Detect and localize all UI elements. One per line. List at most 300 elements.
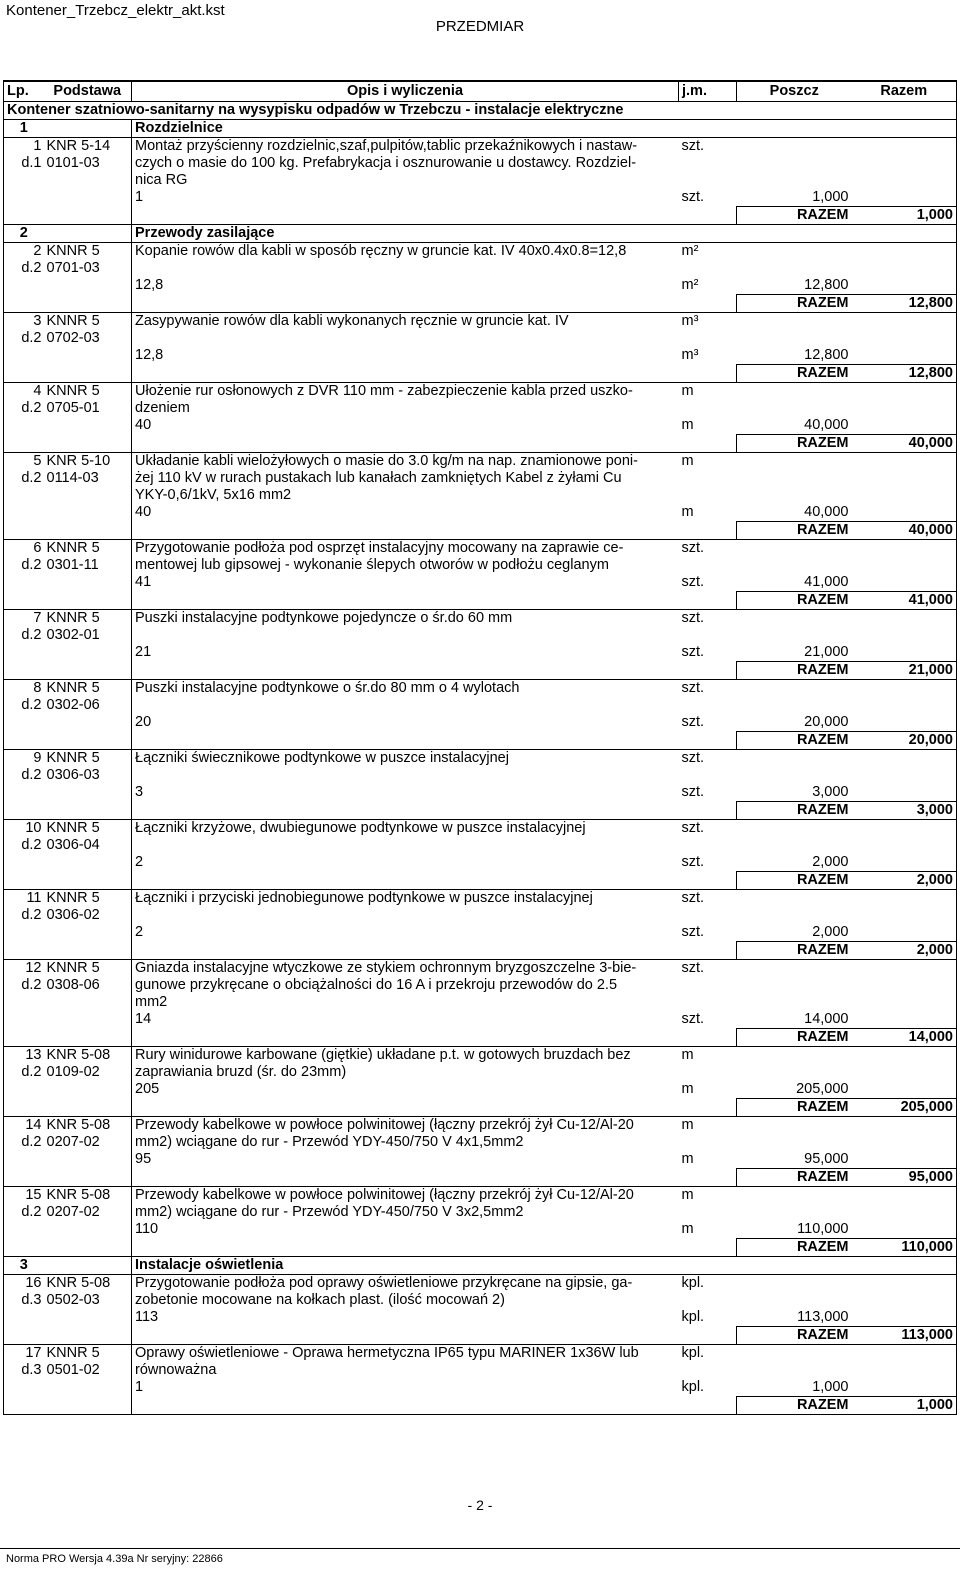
razem-blank [852, 417, 957, 435]
pod-blank [44, 872, 132, 890]
pod-blank [44, 644, 132, 662]
item-lp: d.2 [4, 767, 44, 784]
empty-cell [737, 1117, 852, 1135]
lp-blank [4, 802, 44, 820]
item-podstawa: KNR 5-08 [44, 1047, 132, 1065]
razem-spacer [679, 942, 737, 960]
item-quantity: 41 [135, 574, 152, 590]
page-number: - 2 - [467, 1497, 493, 1513]
item-description: Łączniki świecznikowe podtynkowe w puszce instalacyjnej [132, 750, 679, 768]
item-quantity: 12,8 [135, 277, 164, 293]
item-poszcz: 2,000 [812, 924, 849, 940]
empty-cell [737, 453, 852, 471]
pod-blank [44, 1309, 132, 1327]
empty-cell [737, 697, 852, 714]
empty-cell [852, 470, 957, 487]
empty-cell [852, 680, 957, 698]
item-lp: d.2 [4, 977, 44, 994]
item-lp [4, 994, 44, 1011]
item-description: Montaż przyścienny rozdzielnic,szaf,pulpitów,tablic przekaźnikowych i nastaw- [132, 138, 679, 156]
razem-spacer [679, 1029, 737, 1047]
item-podstawa: KNR 5-10 [44, 453, 132, 471]
item-calc-unit: szt. [681, 574, 705, 590]
razem-row [4, 1397, 957, 1415]
razem-spacer [679, 872, 737, 890]
item-podstawa: 0302-01 [44, 627, 132, 644]
item-unit: szt. [679, 820, 737, 838]
item-row [4, 1117, 957, 1135]
item-unit: m [679, 1047, 737, 1065]
item-description [132, 627, 679, 644]
empty-cell [852, 994, 957, 1011]
lp-blank [4, 1011, 44, 1029]
item-poszcz: 110,000 [797, 1221, 849, 1237]
empty-cell [737, 750, 852, 768]
empty-cell [852, 1117, 957, 1135]
pod-blank [44, 365, 132, 383]
item-calc-unit: szt. [681, 644, 705, 660]
empty-cell [852, 453, 957, 471]
przedmiar-sheet [3, 80, 956, 1415]
item-unit: kpl. [679, 1275, 737, 1293]
empty-cell [852, 837, 957, 854]
item-podstawa: KNR 5-14 [44, 138, 132, 156]
item-description: gunowe przykręcane o obciążalności do 16 A i przekroju przewodów do 2.5 [135, 977, 618, 993]
item-row [4, 1047, 957, 1065]
razem-blank [852, 347, 957, 365]
empty-cell [737, 1362, 852, 1379]
item-razem: 2,000 [852, 872, 957, 890]
item-podstawa: KNNR 5 [44, 820, 132, 838]
razem-label: RAZEM [737, 1397, 852, 1415]
razem-label: RAZEM [737, 942, 852, 960]
pod-blank [44, 714, 132, 732]
calc-row [4, 1081, 957, 1099]
razem-spacer [132, 592, 679, 610]
pod-blank [44, 942, 132, 960]
empty-cell [737, 1047, 852, 1065]
file-name: Kontener_Trzebcz_elektr_akt.kst [6, 2, 225, 19]
item-unit [679, 767, 737, 784]
item-poszcz: 3,000 [812, 784, 849, 800]
section-number: 3 [4, 1257, 44, 1275]
lp-blank [4, 207, 44, 225]
pod-blank [44, 574, 132, 592]
empty-cell [852, 1292, 957, 1309]
project-title: Kontener szatniowo-sanitarny na wysypisku odpadów w Trzebczu - instalacje elektryczne [4, 102, 957, 120]
pod-blank [44, 1397, 132, 1415]
item-row [4, 470, 957, 487]
item-podstawa: KNNR 5 [44, 1345, 132, 1363]
item-description: Ułożenie rur osłonowych z DVR 110 mm - zabezpieczenie kabla przed uszko- [132, 383, 679, 401]
item-podstawa: 0702-03 [44, 330, 132, 347]
razem-row [4, 732, 957, 750]
lp-blank [4, 189, 44, 207]
item-description: Przewody kabelkowe w powłoce polwinitowej (łączny przekrój żył Cu-12/Al-20 [132, 1117, 679, 1135]
item-unit [679, 172, 737, 189]
item-calc-unit: m [681, 1221, 694, 1237]
item-podstawa: KNNR 5 [44, 890, 132, 908]
razem-row [4, 662, 957, 680]
item-description [132, 907, 679, 924]
item-lp: d.2 [4, 907, 44, 924]
calc-row [4, 1379, 957, 1397]
item-lp: 15 [4, 1187, 44, 1205]
lp-blank [4, 1029, 44, 1047]
razem-spacer [132, 295, 679, 313]
item-row [4, 837, 957, 854]
empty-cell [737, 557, 852, 574]
item-poszcz: 40,000 [804, 504, 849, 520]
empty-cell [852, 487, 957, 504]
item-quantity: 20 [135, 714, 152, 730]
software-note: Norma PRO Wersja 4.39a Nr seryjny: 22866 [6, 1553, 223, 1565]
item-unit: m [679, 1187, 737, 1205]
empty-cell [852, 627, 957, 644]
item-lp: 7 [4, 610, 44, 628]
pod-blank [44, 1327, 132, 1345]
section-spacer [852, 225, 957, 243]
razem-label: RAZEM [737, 872, 852, 890]
pod-blank [44, 802, 132, 820]
document-title: PRZEDMIAR [435, 18, 525, 35]
item-unit [679, 155, 737, 172]
item-razem: 205,000 [852, 1099, 957, 1117]
item-description [132, 697, 679, 714]
item-calc-unit: m [681, 504, 694, 520]
empty-cell [737, 138, 852, 156]
razem-blank [852, 504, 957, 522]
item-calc-unit: szt. [681, 714, 705, 730]
lp-blank [4, 1099, 44, 1117]
empty-cell [852, 557, 957, 574]
item-podstawa: KNR 5-08 [44, 1187, 132, 1205]
razem-spacer [679, 592, 737, 610]
item-row [4, 680, 957, 698]
item-razem: 1,000 [852, 207, 957, 225]
item-podstawa: 0701-03 [44, 260, 132, 277]
lp-blank [4, 1309, 44, 1327]
item-unit [679, 977, 737, 994]
empty-cell [737, 994, 852, 1011]
razem-label: RAZEM [737, 1327, 852, 1345]
razem-row [4, 1239, 957, 1257]
item-row [4, 1292, 957, 1309]
item-quantity: 12,8 [135, 347, 164, 363]
pod-blank [44, 1221, 132, 1239]
calc-row [4, 924, 957, 942]
razem-blank [852, 1309, 957, 1327]
item-description: zaprawiania bruzd (śr. do 23mm) [135, 1064, 347, 1080]
empty-cell [852, 820, 957, 838]
item-unit: szt. [679, 680, 737, 698]
razem-spacer [132, 662, 679, 680]
empty-cell [852, 907, 957, 924]
item-poszcz: 205,000 [796, 1081, 849, 1097]
razem-spacer [132, 365, 679, 383]
empty-cell [737, 680, 852, 698]
empty-cell [852, 540, 957, 558]
item-podstawa: KNR 5-08 [44, 1275, 132, 1293]
item-lp: 9 [4, 750, 44, 768]
item-razem: 20,000 [852, 732, 957, 750]
item-row [4, 627, 957, 644]
item-quantity: 40 [135, 417, 152, 433]
razem-blank [852, 1221, 957, 1239]
item-row [4, 697, 957, 714]
section-row [4, 120, 957, 138]
razem-row [4, 802, 957, 820]
item-description: Gniazda instalacyjne wtyczkowe ze stykiem ochronnym bryzgoszczelne 3-bie- [132, 960, 679, 978]
empty-cell [737, 977, 852, 994]
header-row [4, 81, 957, 102]
item-podstawa: KNNR 5 [44, 540, 132, 558]
item-description: Kopanie rowów dla kabli w sposób ręczny w gruncie kat. IV 40x0.4x0.8=12,8 [132, 243, 679, 261]
item-lp: 8 [4, 680, 44, 698]
item-unit [679, 697, 737, 714]
item-row [4, 960, 957, 978]
razem-spacer [132, 872, 679, 890]
lp-blank [4, 714, 44, 732]
empty-cell [737, 260, 852, 277]
col-jm: j.m. [679, 81, 737, 102]
item-description: YKY-0,6/1kV, 5x16 mm2 [135, 487, 292, 503]
empty-cell [737, 470, 852, 487]
razem-spacer [679, 207, 737, 225]
empty-cell [737, 487, 852, 504]
item-podstawa: 0207-02 [44, 1134, 132, 1151]
razem-spacer [679, 662, 737, 680]
lp-blank [4, 924, 44, 942]
section-number: 2 [4, 225, 44, 243]
lp-blank [4, 365, 44, 383]
empty-cell [737, 313, 852, 331]
item-poszcz: 2,000 [812, 854, 849, 870]
pod-blank [44, 522, 132, 540]
item-razem: 40,000 [852, 522, 957, 540]
razem-spacer [679, 1169, 737, 1187]
item-description: Zasypywanie rowów dla kabli wykonanych ręcznie w gruncie kat. IV [132, 313, 679, 331]
item-description [132, 837, 679, 854]
pod-blank [44, 592, 132, 610]
empty-cell [852, 1187, 957, 1205]
pod-blank [44, 1169, 132, 1187]
item-unit [679, 994, 737, 1011]
item-podstawa: KNNR 5 [44, 383, 132, 401]
lp-blank [4, 435, 44, 453]
item-row [4, 767, 957, 784]
item-quantity: 205 [135, 1081, 160, 1097]
item-podstawa: 0114-03 [44, 470, 132, 487]
razem-blank [852, 189, 957, 207]
lp-blank [4, 347, 44, 365]
pod-blank [44, 924, 132, 942]
item-row [4, 1064, 957, 1081]
item-poszcz: 1,000 [812, 1379, 849, 1395]
item-unit [679, 1292, 737, 1309]
item-lp: 10 [4, 820, 44, 838]
item-description: mentowej lub gipsowej - wykonanie ślepych otworów w podłożu ceglanym [135, 557, 609, 573]
lp-blank [4, 1327, 44, 1345]
item-row [4, 1134, 957, 1151]
lp-blank [4, 1169, 44, 1187]
lp-blank [4, 1081, 44, 1099]
item-unit [679, 1204, 737, 1221]
item-unit: szt. [679, 890, 737, 908]
pod-blank [44, 435, 132, 453]
item-quantity: 110 [135, 1221, 159, 1237]
item-poszcz: 12,800 [804, 347, 849, 363]
section-title: Instalacje oświetlenia [132, 1257, 852, 1275]
razem-label: RAZEM [737, 802, 852, 820]
item-calc-unit: szt. [681, 189, 705, 205]
item-unit: szt. [679, 610, 737, 628]
razem-spacer [132, 802, 679, 820]
item-description: żej 110 kV w rurach pustakach lub kanałach zamkniętych Kabel z żyłami Cu [135, 470, 622, 486]
section-row [4, 1257, 957, 1275]
pod-blank [44, 1151, 132, 1169]
item-row [4, 487, 957, 504]
item-row [4, 557, 957, 574]
item-lp: d.2 [4, 627, 44, 644]
item-podstawa: 0306-04 [44, 837, 132, 854]
item-podstawa: KNNR 5 [44, 750, 132, 768]
item-razem: 21,000 [852, 662, 957, 680]
item-lp: 16 [4, 1275, 44, 1293]
empty-cell [737, 172, 852, 189]
empty-cell [852, 1134, 957, 1151]
item-description: mm2) wciągane do rur - Przewód YDY-450/750 V 3x2,5mm2 [135, 1204, 524, 1220]
item-unit: m² [679, 243, 737, 261]
razem-label: RAZEM [737, 592, 852, 610]
item-lp: d.2 [4, 330, 44, 347]
item-unit: szt. [679, 750, 737, 768]
item-description: Puszki instalacyjne podtynkowe pojedyncze o śr.do 60 mm [132, 610, 679, 628]
item-unit: szt. [679, 540, 737, 558]
item-lp: d.2 [4, 1204, 44, 1221]
calc-row [4, 1011, 957, 1029]
razem-label: RAZEM [737, 522, 852, 540]
col-podstawa: Podstawa [44, 81, 132, 102]
lp-blank [4, 1151, 44, 1169]
item-razem: 3,000 [852, 802, 957, 820]
empty-cell [852, 1064, 957, 1081]
pod-blank [44, 347, 132, 365]
pod-blank [44, 189, 132, 207]
pod-blank [44, 784, 132, 802]
item-quantity: 40 [135, 504, 152, 520]
section-title: Rozdzielnice [132, 120, 852, 138]
lp-blank [4, 644, 44, 662]
razem-row [4, 942, 957, 960]
item-lp [4, 172, 44, 189]
razem-label: RAZEM [737, 207, 852, 225]
item-razem: 40,000 [852, 435, 957, 453]
empty-cell [852, 1275, 957, 1293]
item-description: Układanie kabli wielożyłowych o masie do 3.0 kg/m na nap. znamionowe poni- [132, 453, 679, 471]
item-calc-unit: kpl. [681, 1379, 705, 1395]
razem-row [4, 207, 957, 225]
empty-cell [737, 155, 852, 172]
lp-blank [4, 574, 44, 592]
calc-row [4, 504, 957, 522]
item-row [4, 750, 957, 768]
calc-row [4, 417, 957, 435]
item-unit: m³ [679, 313, 737, 331]
empty-cell [852, 977, 957, 994]
razem-row [4, 295, 957, 313]
razem-spacer [132, 1239, 679, 1257]
item-podstawa: KNNR 5 [44, 680, 132, 698]
item-lp: 6 [4, 540, 44, 558]
item-unit [679, 400, 737, 417]
razem-spacer [132, 1397, 679, 1415]
item-row [4, 994, 957, 1011]
razem-label: RAZEM [737, 295, 852, 313]
razem-spacer [679, 1397, 737, 1415]
empty-cell [737, 330, 852, 347]
item-row [4, 138, 957, 156]
item-razem: 14,000 [852, 1029, 957, 1047]
lp-blank [4, 942, 44, 960]
empty-cell [852, 610, 957, 628]
razem-blank [852, 1151, 957, 1169]
razem-spacer [132, 1169, 679, 1187]
item-lp: 17 [4, 1345, 44, 1363]
item-calc-unit: szt. [681, 784, 705, 800]
empty-cell [852, 155, 957, 172]
empty-cell [737, 1292, 852, 1309]
item-quantity: 95 [135, 1151, 152, 1167]
item-row [4, 1275, 957, 1293]
item-unit [679, 627, 737, 644]
item-podstawa: KNNR 5 [44, 243, 132, 261]
item-podstawa: 0109-02 [44, 1064, 132, 1081]
pod-blank [44, 504, 132, 522]
empty-cell [852, 172, 957, 189]
item-poszcz: 1,000 [812, 189, 849, 205]
item-lp [4, 487, 44, 504]
item-unit [679, 260, 737, 277]
item-row [4, 890, 957, 908]
item-quantity: 2 [135, 924, 144, 940]
item-lp: d.3 [4, 1292, 44, 1309]
item-lp: 11 [4, 890, 44, 908]
item-unit [679, 330, 737, 347]
lp-blank [4, 522, 44, 540]
item-poszcz: 20,000 [804, 714, 849, 730]
empty-cell [852, 1204, 957, 1221]
razem-blank [852, 784, 957, 802]
empty-cell [852, 243, 957, 261]
item-poszcz: 40,000 [804, 417, 849, 433]
empty-cell [852, 697, 957, 714]
empty-cell [852, 260, 957, 277]
pod-blank [44, 1081, 132, 1099]
item-lp: 13 [4, 1047, 44, 1065]
pod-blank [44, 277, 132, 295]
item-podstawa [44, 487, 132, 504]
item-podstawa: KNR 5-08 [44, 1117, 132, 1135]
pod-blank [44, 732, 132, 750]
pod-blank [44, 1029, 132, 1047]
empty-cell [737, 907, 852, 924]
razem-blank [852, 1379, 957, 1397]
razem-label: RAZEM [737, 1029, 852, 1047]
item-row [4, 243, 957, 261]
item-row [4, 260, 957, 277]
razem-label: RAZEM [737, 1169, 852, 1187]
